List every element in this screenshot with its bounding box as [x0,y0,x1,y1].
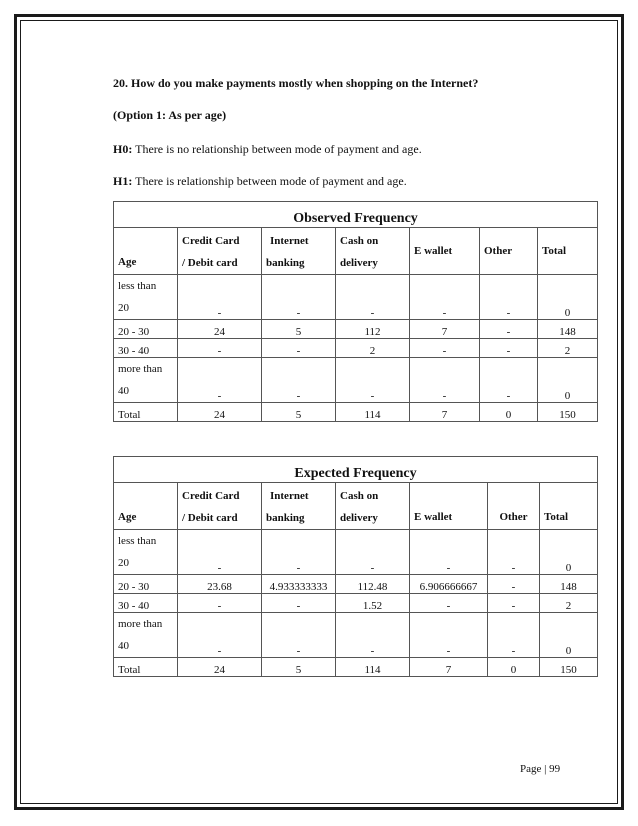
cell-ewallet: 7 [410,320,480,339]
row-age-label: 30 - 40 [114,339,178,358]
cell-total: 148 [540,575,598,594]
cell-internet: - [262,613,336,658]
cell-ewallet: - [410,358,480,403]
header-ewallet: E wallet [410,228,480,275]
cell-internet: - [262,339,336,358]
cell-total: 2 [540,594,598,613]
cell-cash: - [336,530,410,575]
cell-cash: - [336,613,410,658]
row-age-label: more than 40 [114,358,178,403]
cell-ewallet: 7 [410,658,488,677]
header-age: Age [114,483,178,530]
header-credit: Credit Card / Debit card [178,228,262,275]
h0-label: H0: [113,142,133,156]
h1-text: There is relationship between mode of payment and age. [135,174,407,188]
table-row [114,358,598,403]
cell-total: 0 [540,530,598,575]
cell-total: 150 [540,658,598,677]
cell-other: - [488,613,540,658]
header-cash: Cash on delivery [336,228,410,275]
table-row [114,613,598,658]
cell-other: - [488,575,540,594]
cell-internet: 5 [262,403,336,422]
cell-cash: 2 [336,339,410,358]
cell-cash: 112 [336,320,410,339]
header-cash: Cash on delivery [336,483,410,530]
table-row [114,575,598,594]
table-title: Observed Frequency [114,202,598,228]
row-age-label: 20 - 30 [114,575,178,594]
table-row [114,594,598,613]
cell-internet: - [262,530,336,575]
cell-credit: - [178,358,262,403]
cell-credit: - [178,530,262,575]
cell-other: - [488,594,540,613]
cell-internet: - [262,275,336,320]
row-age-label: less than 20 [114,530,178,575]
cell-credit: - [178,613,262,658]
cell-credit: 23.68 [178,575,262,594]
cell-credit: - [178,275,262,320]
option-subheading: (Option 1: As per age) [113,108,227,122]
row-age-label: Total [114,403,178,422]
row-age-label: Total [114,658,178,677]
table-row [114,530,598,575]
cell-ewallet: - [410,613,488,658]
cell-internet: - [262,358,336,403]
table-row [114,403,598,422]
question-heading: 20. How do you make payments mostly when shopping on the Internet? [113,76,479,90]
cell-ewallet: 7 [410,403,480,422]
cell-other: 0 [480,403,538,422]
cell-internet: 5 [262,658,336,677]
page-number: Page | 99 [520,763,561,775]
cell-credit: 24 [178,658,262,677]
cell-ewallet: - [410,530,488,575]
cell-other: - [488,530,540,575]
header-total: Total [540,483,598,530]
table-row [114,339,598,358]
header-internet: Internet banking [262,483,336,530]
cell-other: - [480,320,538,339]
cell-other: - [480,275,538,320]
header-ewallet: E wallet [410,483,488,530]
cell-ewallet: - [410,339,480,358]
cell-total: 0 [540,613,598,658]
header-other: Other [480,228,538,275]
cell-total: 150 [538,403,598,422]
cell-other: - [480,339,538,358]
row-age-label: 30 - 40 [114,594,178,613]
table-row [114,320,598,339]
cell-credit: 24 [178,320,262,339]
cell-total: 148 [538,320,598,339]
cell-ewallet: - [410,275,480,320]
row-age-label: less than 20 [114,275,178,320]
header-credit: Credit Card / Debit card [178,483,262,530]
h1-label: H1: [113,174,133,188]
cell-total: 2 [538,339,598,358]
cell-credit: 24 [178,403,262,422]
table-row [114,658,598,677]
cell-cash: - [336,358,410,403]
cell-credit: - [178,339,262,358]
cell-other: 0 [488,658,540,677]
cell-internet: 4.933333333 [262,575,336,594]
observed-frequency-table [113,201,598,422]
expected-frequency-table [113,456,598,677]
hypothesis-h0 [113,142,422,157]
row-age-label: 20 - 30 [114,320,178,339]
cell-cash: - [336,275,410,320]
cell-cash: 114 [336,658,410,677]
table-title: Expected Frequency [114,457,598,483]
cell-ewallet: 6.906666667 [410,575,488,594]
header-other: Other [488,483,540,530]
cell-credit: - [178,594,262,613]
cell-ewallet: - [410,594,488,613]
h0-text: There is no relationship between mode of payment and age. [135,142,422,156]
header-internet: Internet banking [262,228,336,275]
header-total: Total [538,228,598,275]
cell-internet: - [262,594,336,613]
cell-cash: 112.48 [336,575,410,594]
header-age: Age [114,228,178,275]
cell-cash: 1.52 [336,594,410,613]
hypothesis-h1 [113,174,407,189]
row-age-label: more than 40 [114,613,178,658]
cell-cash: 114 [336,403,410,422]
table-row [114,275,598,320]
cell-total: 0 [538,275,598,320]
cell-internet: 5 [262,320,336,339]
cell-other: - [480,358,538,403]
cell-total: 0 [538,358,598,403]
